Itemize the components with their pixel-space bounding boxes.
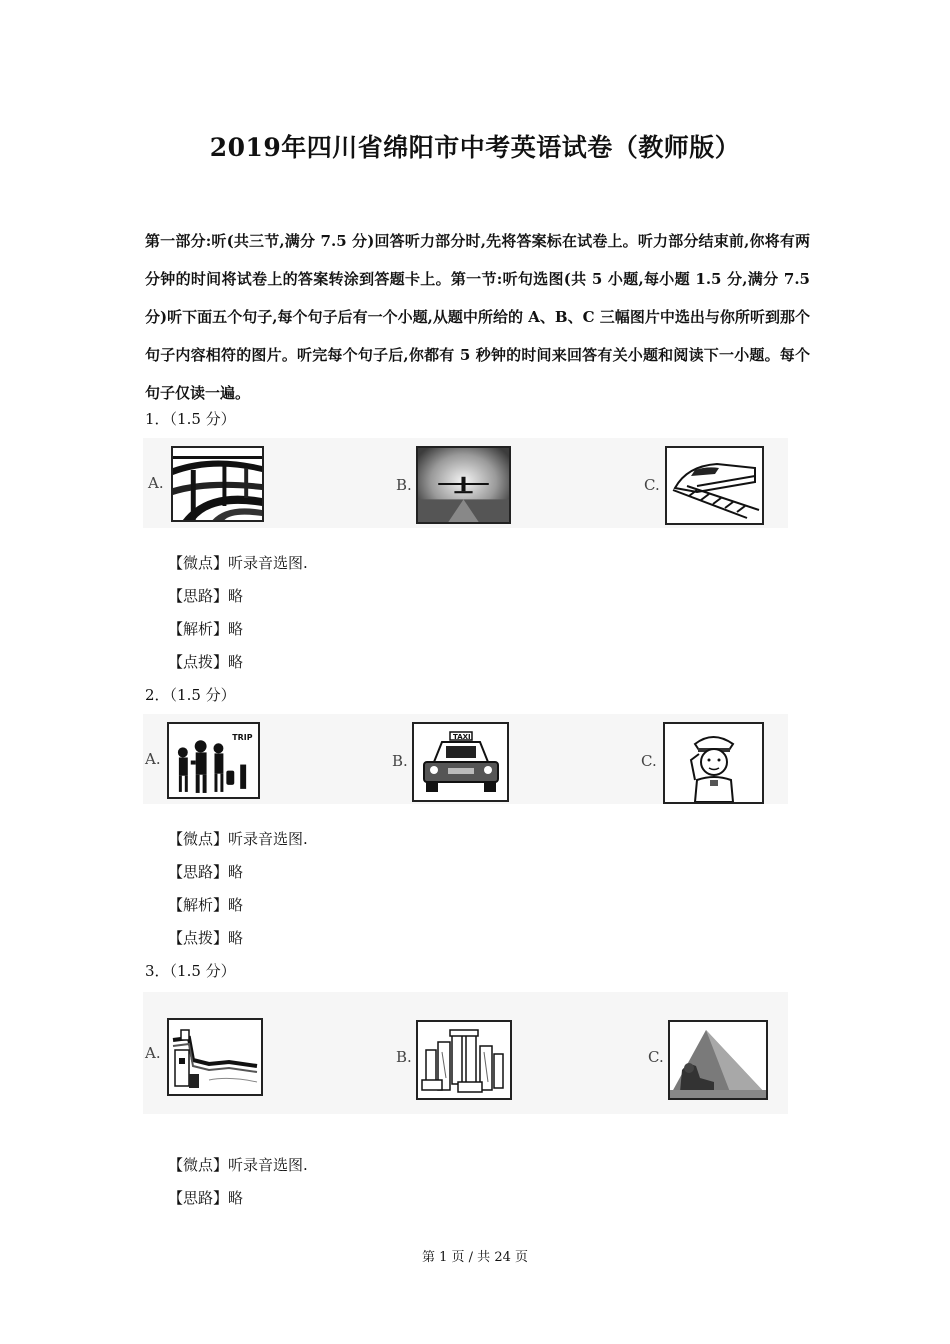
question-1-answer-idea: 【思路】略 bbox=[168, 587, 244, 605]
question-1-answer-analysis: 【解析】略 bbox=[168, 620, 244, 638]
question-1-option-a-label: A. bbox=[148, 474, 164, 492]
question-1-answer-point: 【微点】听录音选图. bbox=[168, 554, 308, 572]
question-2-answer-point: 【微点】听录音选图. bbox=[168, 830, 308, 848]
question-1-answer-tip: 【点拨】略 bbox=[168, 653, 244, 671]
pyramid-icon bbox=[668, 1020, 768, 1100]
travelers-icon bbox=[167, 722, 260, 799]
airplane-icon bbox=[416, 446, 511, 524]
question-2-option-c-label: C. bbox=[641, 752, 657, 770]
page-footer: 第 1 页 / 共 24 页 bbox=[422, 1250, 528, 1265]
question-2-answer-analysis: 【解析】略 bbox=[168, 896, 244, 914]
question-3-option-a-label: A. bbox=[145, 1044, 161, 1062]
question-3-option-c-label: C. bbox=[648, 1048, 664, 1066]
overpass-icon bbox=[171, 446, 264, 522]
question-3-answer-point: 【微点】听录音选图. bbox=[168, 1156, 308, 1174]
instructions-paragraph: 第一部分:听(共三节,满分 7.5 分)回答听力部分时,先将答案标在试卷上。听力部分结束前,你将有两分钟的时间将试卷上的答案转涂到答题卡上。第一节:听句选图(共 5 小题,每小题 1.5 分,满分 7.5 分)听下面五个句子,每个句子后有一个小题,从题中所给的 A、B、C 三幅图片中选出与你所听到那个句子内容相符的图片。听完每个句子后,你都有 5 秒钟的时间来回答有关小题和阅读下一小题。每个句子仅读一遍。 bbox=[145, 232, 810, 402]
stonehenge-icon bbox=[416, 1020, 512, 1100]
train-icon bbox=[665, 446, 764, 525]
question-2-option-b-label: B. bbox=[392, 752, 408, 770]
question-3-option-b-label: B. bbox=[396, 1048, 412, 1066]
question-2-label: 2．（1.5 分） bbox=[145, 686, 236, 704]
question-2-answer-idea: 【思路】略 bbox=[168, 863, 244, 881]
question-1-option-b-label: B. bbox=[396, 476, 412, 494]
great-wall-icon bbox=[167, 1018, 263, 1096]
question-3-label: 3．（1.5 分） bbox=[145, 962, 236, 980]
question-1-option-c-label: C. bbox=[644, 476, 660, 494]
taxi-icon bbox=[412, 722, 509, 802]
question-2-option-a-label: A. bbox=[145, 750, 161, 768]
taxi-sign-text: TAXI bbox=[453, 733, 471, 741]
police-icon bbox=[663, 722, 764, 804]
question-3-answer-idea: 【思路】略 bbox=[168, 1189, 244, 1207]
page-title: 2019年四川省绵阳市中考英语试卷（教师版） bbox=[209, 133, 741, 162]
svg-text:TRIP: TRIP bbox=[232, 733, 253, 743]
question-1-label: 1．（1.5 分） bbox=[145, 410, 236, 428]
question-2-answer-tip: 【点拨】略 bbox=[168, 929, 244, 947]
